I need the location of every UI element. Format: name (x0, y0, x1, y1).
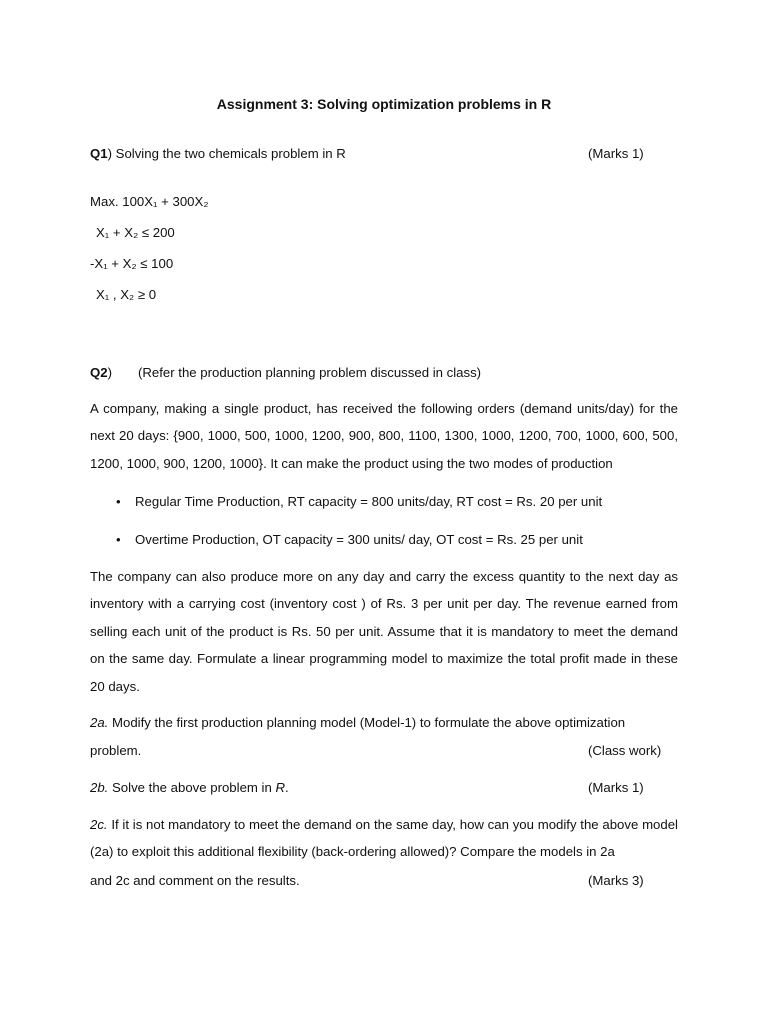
bullet-dot: • (116, 532, 121, 547)
q2c-paragraph (90, 811, 678, 866)
q2b-r: R (275, 780, 286, 795)
q2-paren: ) (107, 365, 112, 380)
bullet-dot: • (116, 494, 121, 509)
q1-objective: Max. 100X₁ + 300X₂ (90, 194, 209, 209)
q2-intro-paragraph: A company, making a single product, has received the following orders (demand units/day) for the next 20 days: {900, 1000, 500, 1000, 1200, 900, 800, 1100, 1300, 1000, 1200, 700, 1000, 600, 500, 1200, 1000, 900, 1200, 1000}. It can make the product using the two modes of production (90, 401, 678, 471)
q2b-line (90, 780, 289, 796)
q2c-text-cont: and 2c and comment on the results. (90, 873, 300, 888)
q1-constraint-2: -X₁ + X₂ ≤ 100 (90, 256, 174, 271)
page-title: Assignment 3: Solving optimization problems in R (216, 96, 552, 112)
q2a-marks: (Class work) (588, 743, 662, 758)
q2b-label: 2b. (90, 780, 109, 795)
q1-marks: (Marks 1) (588, 146, 644, 161)
q2-paragraph-2: The company can also produce more on any day and carry the excess quantity to the next day as inventory with a carrying cost (inventory cost ) of Rs. 3 per unit per day. The revenue earned from selling each unit of the product is Rs. 50 per unit. Assume that it is mandatory to meet the demand on the same day. Formulate a linear programming model to maximize the total profit made in these 20 days. (90, 569, 678, 694)
q1-heading (90, 146, 346, 162)
q2b-text: Solve the above problem in (108, 780, 276, 795)
q2b-dot: . (285, 780, 289, 795)
q2a-text: Modify the first production planning model (Model-1) to formulate the above optimization (108, 715, 626, 730)
q2b-marks: (Marks 1) (588, 780, 644, 795)
q2a-text-cont: problem. (90, 743, 142, 758)
q2-note: (Refer the production planning problem discussed in class) (138, 365, 482, 380)
q2-label: Q2 (90, 365, 108, 380)
q1-label: Q1 (90, 146, 108, 161)
q2-bullet-overtime: Overtime Production, OT capacity = 300 units/ day, OT cost = Rs. 25 per unit (135, 532, 583, 547)
q1-constraint-1: X₁ + X₂ ≤ 200 (96, 225, 175, 240)
q2c-label: 2c. (90, 817, 108, 832)
q2c-text: If it is not mandatory to meet the demand on the same day, how can you modify the above model (2a) to exploit this additional flexibility (back-ordering allowed)? Compare the models in 2a (90, 817, 678, 860)
q1-text: ) Solving the two chemicals problem in R (107, 146, 346, 161)
q2a-paragraph (90, 709, 678, 736)
q1-nonnegativity: X₁ , X₂ ≥ 0 (96, 287, 157, 302)
q2-heading (90, 365, 112, 381)
q2a-label: 2a. (90, 715, 109, 730)
q2c-marks: (Marks 3) (588, 873, 644, 888)
q2-bullet-regular-time: Regular Time Production, RT capacity = 800 units/day, RT cost = Rs. 20 per unit (135, 494, 603, 509)
